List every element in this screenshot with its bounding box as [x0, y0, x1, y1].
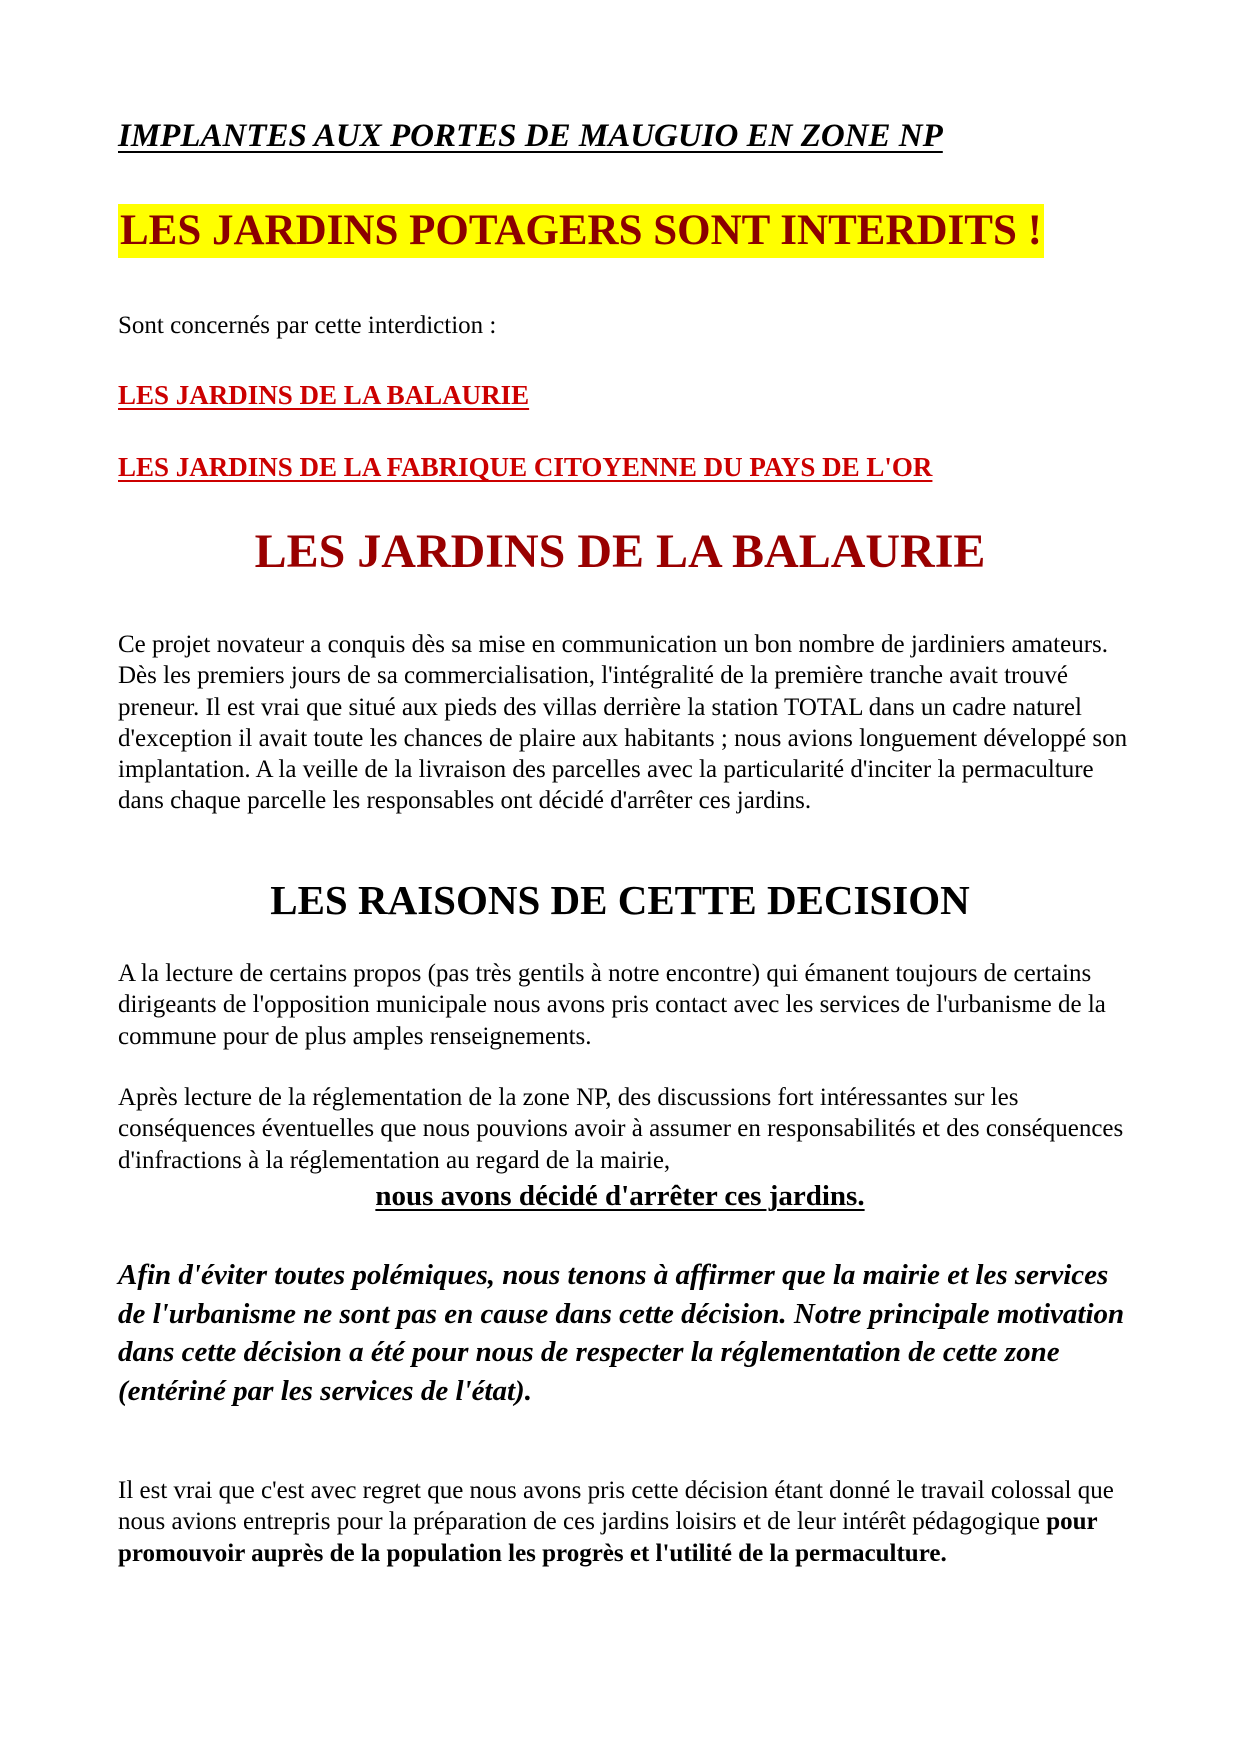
section2-paragraph-1: A la lecture de certains propos (pas très gentils à notre encontre) qui émanent toujours de certains dirigeants de l'opposition municipale nous avons pris contact avec les services de l'urbanisme de la commune pour de plus amples renseignements.: [118, 960, 1106, 1050]
closing-paragraph-bold: pour promouvoir auprès de la population les progrès et l'utilité de la permaculture.: [118, 1508, 1098, 1567]
closing-paragraph: [118, 1475, 1128, 1569]
emphasis-paragraph: Afin d'éviter toutes polémiques, nous tenons à affirmer que la mairie et les services de l'urbanisme ne sont pas en cause dans cette décision. Notre principale motivation dans cette décision a été pour nous de respecter la réglementation de cette zone (entériné par les services de l'état).: [118, 1259, 1125, 1407]
section2-paragraph-2: Après lecture de la réglementation de la zone NP, des discussions fort intéressantes sur les conséquences éventuelles que nous pouvions avoir à assumer en responsabilités et des conséquences d'infractions à la réglementation au regard de la mairie,: [118, 1084, 1124, 1174]
decision-statement: nous avons décidé d'arrêter ces jardins.: [375, 1180, 865, 1212]
closing-paragraph-regular: Il est vrai que c'est avec regret que nous avons pris cette décision étant donné le travail colossal que nous avions entrepris pour la préparation de ces jardins loisirs et de leur intérêt pédagogique: [118, 1477, 1114, 1536]
top-heading: IMPLANTES AUX PORTES DE MAUGUIO EN ZONE NP: [118, 118, 943, 154]
banner-heading: LES JARDINS POTAGERS SONT INTERDITS !: [118, 204, 1044, 258]
section-title-balaurie: LES JARDINS DE LA BALAURIE: [254, 525, 986, 578]
link-jardins-balaurie[interactable]: LES JARDINS DE LA BALAURIE: [118, 380, 530, 410]
section-title-raisons: LES RAISONS DE CETTE DECISION: [270, 877, 970, 923]
intro-text: Sont concernés par cette interdiction :: [118, 312, 497, 339]
section1-paragraph: Ce projet novateur a conquis dès sa mise en communication un bon nombre de jardiniers amateurs. Dès les premiers jours de sa commercialisation, l'intégralité de la première tranche avait trouvé preneur. Il est vrai que situé aux pieds des villas derrière la station TOTAL dans un cadre naturel d'exception il avait toute les chances de plaire aux habitants ; nous avions longuement développé son implantation. A la veille de la livraison des parcelles avec la particularité d'inciter la permaculture dans chaque parcelle les responsables ont décidé d'arrêter ces jardins.: [118, 631, 1128, 815]
link-fabrique-citoyenne[interactable]: LES JARDINS DE LA FABRIQUE CITOYENNE DU PAYS DE L'OR: [118, 452, 933, 482]
